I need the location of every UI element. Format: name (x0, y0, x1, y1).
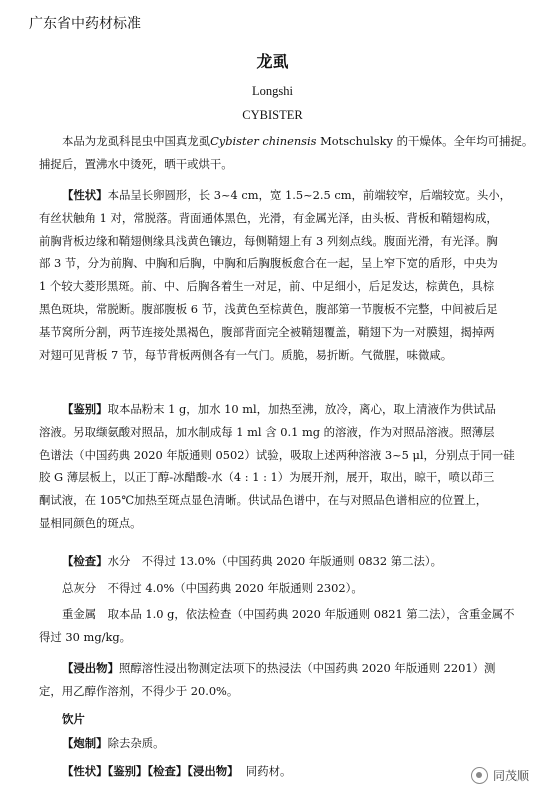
identification-line: 显相同颜色的斑点。 (39, 515, 142, 530)
watermark (471, 767, 529, 784)
intro-paragraph (39, 130, 534, 176)
identification-tag: 【鉴别】 (62, 402, 108, 416)
identification-line: 溶液。另取缬氨酸对照品，加水制成每 1 ml 含 0.1 mg 的溶液，作为对照品溶液。照薄层 (39, 424, 495, 439)
character-line: 前胸背板边缘和鞘翅侧缘具浅黄色镶边，每侧鞘翅上有 3 列刻点线。腹面光滑，有光泽。胸 (39, 233, 498, 248)
watermark-text: 同茂顺 (492, 769, 529, 783)
monograph-pinyin: Longshi (252, 84, 293, 98)
identification-section: 【鉴别】取本品粉末 1 g，加水 10 ml，加热至沸，放冷，离心，取上清液作为供试品 溶液。另取缬氨酸对照品，加水制成每 1 ml 含 0.1 mg 的溶液，作为对照品溶液。照薄层 色谱法（中国药典 2020 年版通则 0502）试验，吸取上述两种溶液 3~5 μl，分别点于同一硅 胶 G 薄层板上，以正丁醇-冰醋酸-水（4 : 1 : 1）为展开剂，展开，取出，晾干，喷以茚三 酮试液，在 105℃加热至斑点显色清晰。供试品色谱中，在与对照品色谱相应的位置上， 显相同颜色的斑点。 (39, 398, 507, 535)
character-section: 【性状】本品呈长卵圆形，长 3~4 cm，宽 1.5~2.5 cm，前端较窄，后端较宽。头小， 有丝状触角 1 对，常脱落。背面通体黑色，光滑，有金属光泽，由头板、背板和鞘翅构成， 前胸背板边缘和鞘翅侧缘具浅黄色镶边，每侧鞘翅上有 3 列刻点线。腹面光滑，有光泽。胸 部 3 节，分为前胸、中胸和后胸，中胸和后胸腹板愈合在一起，呈上窄下宽的盾形，中央为 1 个较大菱形黑斑。前、中、后胸各着生一对足，前、中足细小，后足发达，棕黄色，具棕 黑色斑块，常脱断。腹部腹板 6 节，浅黄色至棕黄色，腹部第一节腹板不完整，中间被后足 基节窝所分割，两节连接处黑褐色，腹部背面完全被鞘翅覆盖，鞘翅下为一对膜翅，揭掉两 对翅可见背板 7 节，每节背板两侧各有一气门。质脆，易折断。气微腥，味微咸。 (39, 184, 507, 366)
ash-line: 总灰分 不得过 4.0%（中国药典 2020 年版通则 2302）。 (62, 581, 363, 595)
character-line: 对翅可见背板 7 节，每节背板两侧各有一气门。质脆，易折断。气微腥，味微咸。 (39, 347, 453, 362)
processing-tag: 【炮制】 (62, 736, 108, 750)
character-line: 基节窝所分割，两节连接处黑褐色，腹部背面完全被鞘翅覆盖，鞘翅下为一对膜翅，揭掉两 (39, 324, 495, 339)
character-line: 1 个较大菱形黑斑。前、中、后胸各着生一对足，前、中足细小，后足发达，棕黄色，具棕 (39, 279, 495, 294)
character-tag: 【性状】 (62, 188, 108, 202)
inspection-tag: 【检查】 (62, 554, 108, 568)
standard-header: 广东省中药材标准 (29, 16, 141, 32)
extract-tag: 【浸出物】 (62, 661, 119, 675)
monograph-latin: CYBISTER (242, 108, 303, 122)
processing-section: 【炮制】除去杂质。 (62, 736, 165, 750)
character-line: 黑色斑块，常脱断。腹部腹板 6 节，浅黄色至棕黄色，腹部第一节腹板不完整，中间被后足 (39, 301, 498, 316)
monograph-title: 龙虱 (256, 52, 289, 71)
identification-line: 色谱法（中国药典 2020 年版通则 0502）试验，吸取上述两种溶液 3~5 μl，分别点于同一硅 (39, 447, 515, 462)
identification-line: 酮试液，在 105℃加热至斑点显色清晰。供试品色谱中，在与对照品色谱相应的位置上， (39, 493, 488, 508)
character-line: 有丝状触角 1 对，常脱落。背面通体黑色，光滑，有金属光泽，由头板、背板和鞘翅构成， (39, 210, 498, 225)
extract-section: 【浸出物】照醇溶性浸出物测定法项下的热浸法（中国药典 2020 年版通则 2201）测 定，用乙醇作溶剂，不得少于 20.0%。 (39, 661, 496, 698)
identification-line: 胶 G 薄层板上，以正丁醇-冰醋酸-水（4 : 1 : 1）为展开剂，展开，取出，晾干，喷以茚三 (39, 470, 495, 485)
heavy-metal-section: 重金属 取本品 1.0 g，依法检查（中国药典 2020 年版通则 0821 第二法），含重金属不 得过 30 mg/kg。 (39, 607, 515, 644)
intro-line: 本品为龙虱科昆虫中国真龙虱Cybister chinensis Motschulsky 的干燥体。全年均可捕捉。 (62, 134, 534, 148)
slices-heading: 饮片 (62, 712, 85, 726)
same-as-herb-section: 【性状】【鉴别】【检查】【浸出物】 同药材。 (62, 764, 292, 778)
wechat-icon (471, 767, 488, 784)
inspection-section: 【检查】水分 不得过 13.0%（中国药典 2020 年版通则 0832 第二法）。 (62, 554, 442, 568)
species-name: Cybister chinensis (210, 134, 317, 148)
intro-line: 捕捉后，置沸水中烫死，晒干或烘干。 (39, 156, 233, 171)
character-line: 部 3 节，分为前胸、中胸和后胸，中胸和后胸腹板愈合在一起，呈上窄下宽的盾形，中央为 (39, 256, 498, 271)
same-tags: 【性状】【鉴别】【检查】【浸出物】 (62, 764, 239, 778)
